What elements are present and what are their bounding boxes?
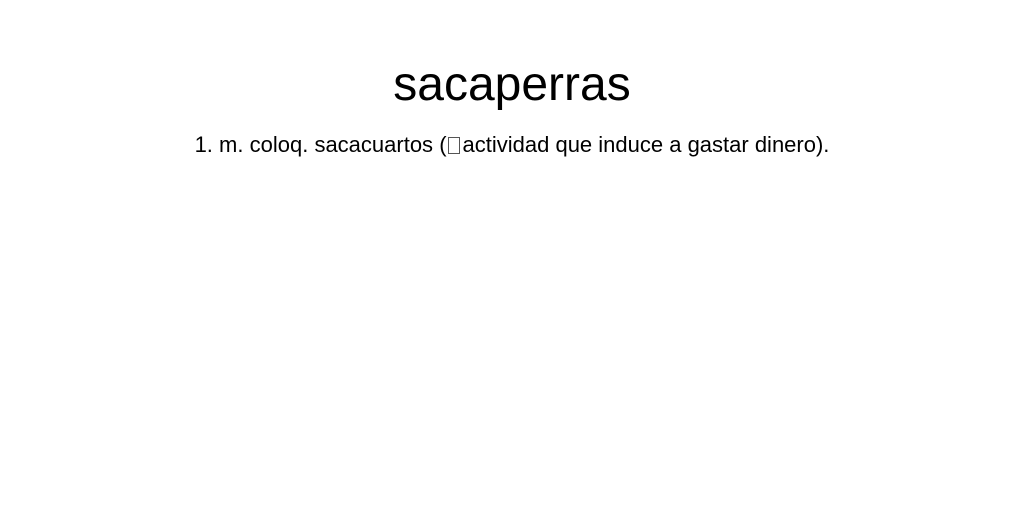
- definition-gloss: actividad que induce a gastar dinero: [462, 132, 816, 157]
- missing-glyph-icon: [448, 137, 460, 154]
- paren-open: (: [439, 132, 447, 157]
- headword-title: sacaperras: [393, 58, 631, 111]
- paren-close: ).: [815, 132, 830, 157]
- definition-number: 1.: [194, 132, 213, 157]
- cross-reference-term: sacacuartos: [314, 132, 434, 157]
- grammar-abbreviation: m. coloq.: [219, 132, 309, 157]
- definition-line: [0, 131, 1024, 159]
